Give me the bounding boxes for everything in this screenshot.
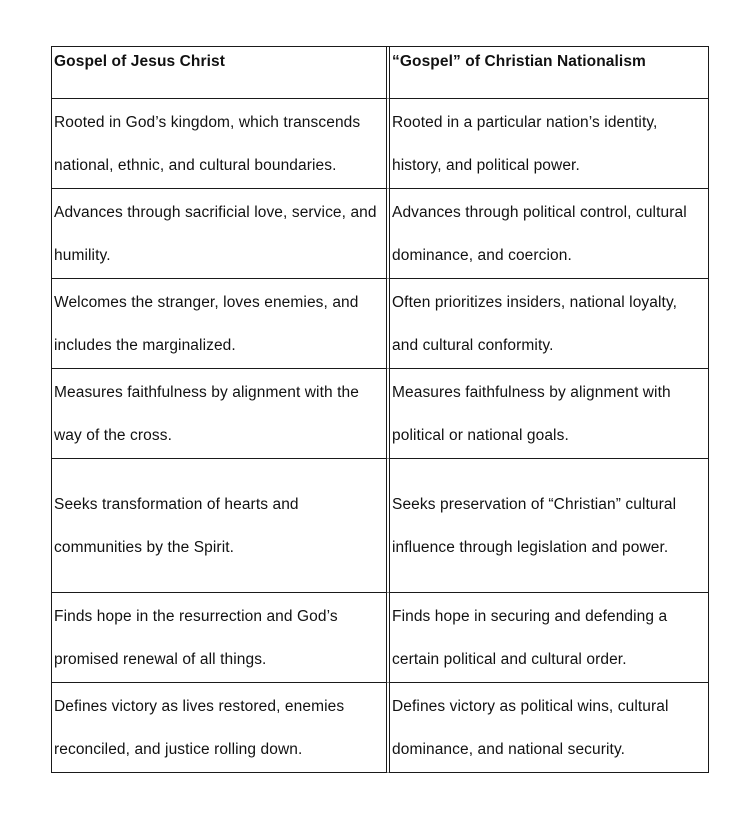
table-row	[52, 593, 709, 683]
table-cell: Finds hope in the resurrection and God’s promised renewal of all things.	[52, 593, 390, 683]
table-row	[52, 99, 709, 189]
table-cell: Seeks preservation of “Christian” cultural influence through legislation and power.	[390, 459, 709, 593]
table-row	[52, 683, 709, 773]
comparison-table	[51, 46, 709, 773]
table-cell: Finds hope in securing and defending a certain political and cultural order.	[390, 593, 709, 683]
table-row	[52, 369, 709, 459]
table-cell: Defines victory as lives restored, enemies reconciled, and justice rolling down.	[52, 683, 390, 773]
column-header-gospel-of-jesus-christ: Gospel of Jesus Christ	[52, 47, 390, 99]
table-cell: Advances through sacrificial love, service, and humility.	[52, 189, 390, 279]
table-row	[52, 189, 709, 279]
table-row	[52, 459, 709, 593]
table-cell: Measures faithfulness by alignment with the way of the cross.	[52, 369, 390, 459]
table-cell: Measures faithfulness by alignment with political or national goals.	[390, 369, 709, 459]
table-header-row	[52, 47, 709, 99]
table-cell: Rooted in God’s kingdom, which transcends national, ethnic, and cultural boundaries.	[52, 99, 390, 189]
table-cell: Defines victory as political wins, cultural dominance, and national security.	[390, 683, 709, 773]
table-cell: Seeks transformation of hearts and communities by the Spirit.	[52, 459, 390, 593]
column-header-christian-nationalism: “Gospel” of Christian Nationalism	[390, 47, 709, 99]
table-cell: Rooted in a particular nation’s identity, history, and political power.	[390, 99, 709, 189]
table-cell: Advances through political control, cultural dominance, and coercion.	[390, 189, 709, 279]
table-row	[52, 279, 709, 369]
table-cell: Often prioritizes insiders, national loyalty, and cultural conformity.	[390, 279, 709, 369]
table-cell: Welcomes the stranger, loves enemies, and includes the marginalized.	[52, 279, 390, 369]
